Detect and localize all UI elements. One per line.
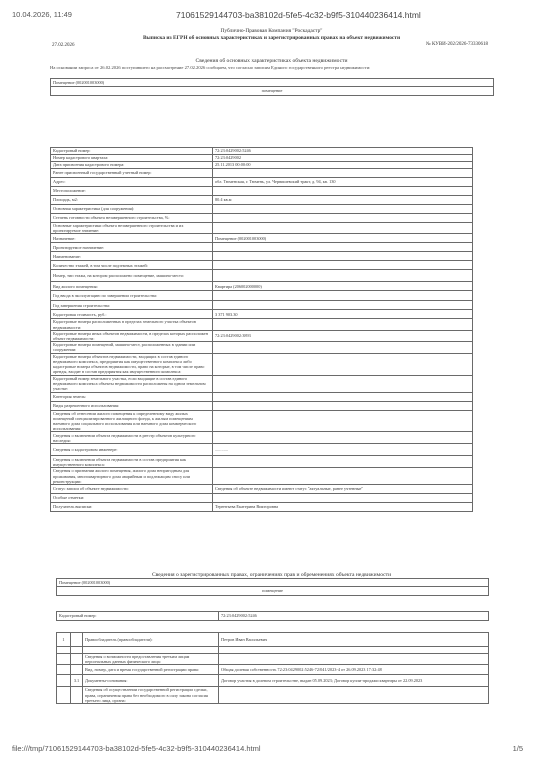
characteristic-row [51,468,473,485]
print-page-number: 1/5 [512,744,523,753]
characteristic-value [213,392,473,401]
rights-label: Правообладатель (правообладатели): [83,633,219,647]
characteristic-label: Номер кадастрового квартала: [51,155,213,162]
company-name: Публично-Правовая Компания "Роскадастр" [220,28,323,34]
characteristic-label: Сведения о включении объекта недвижимости в состав предприятия как имущественного комплекса: [51,456,213,468]
characteristic-row [51,261,473,270]
characteristic-label: Кадастровые номера иных объектов недвижимости, в пределах которых расположен объект недвижимости: [51,330,213,341]
section2-type-table [56,578,489,596]
rights-num [57,654,71,665]
characteristic-value: ............ [213,444,473,456]
characteristic-value [213,432,473,444]
characteristic-value: 72:23:0429002:3893 [213,330,473,341]
characteristic-label: Особые отметки: [51,494,213,503]
characteristic-value [213,342,473,353]
characteristic-label: Степень готовности объекта незавершенного строительства, %: [51,214,213,223]
section2-title: Сведения о зарегистрированных правах, ограничениях прав и обременениях объекта недвижимости [151,572,392,578]
characteristic-row [51,342,473,353]
rights-sub [71,647,83,654]
characteristic-row [51,252,473,261]
characteristic-value [213,252,473,261]
characteristic-label: Дата присвоения кадастрового номера: [51,162,213,169]
characteristic-value: 3 371 903.30 [213,310,473,319]
characteristic-label: Количество этажей, в том числе подземных этажей: [51,261,213,270]
characteristic-label: Наименование: [51,252,213,261]
rights-cad-value: 72:23:0429002:5246 [219,612,489,621]
characteristic-label: Кадастровые номера помещений, машино-мест, расположенных в здании или сооружении: [51,342,213,353]
section2-cad-table [56,611,489,621]
characteristic-value: Квартира (206002000000) [213,282,473,291]
characteristic-row [51,392,473,401]
object-subtype: помещение [51,87,494,96]
document-number: № КУВИ-202/2026-73330618 [426,42,488,47]
characteristic-row [51,148,473,155]
rights-row [57,633,489,647]
rights-row [57,654,489,665]
rights-row [57,675,489,687]
characteristic-value: обл. Тюменская, г. Тюмень, ул. Червишевский тракт, д. 94, кв. 130 [213,178,473,187]
characteristic-value [213,214,473,223]
characteristic-label: Назначение: [51,234,213,243]
characteristic-value [213,243,473,252]
characteristic-row [51,155,473,162]
characteristic-label: Площадь, м2: [51,196,213,205]
characteristic-row [51,169,473,178]
print-document-name: 71061529144703-ba38102d-5fe5-4c32-b9f5-310440236414.html [176,10,421,20]
characteristic-label: Кадастровые номера расположенных в пределах земельного участка объектов недвижимости: [51,319,213,330]
rights-table [56,632,489,704]
characteristic-label: Кадастровый номер: [51,148,213,155]
characteristic-row [51,243,473,252]
rights-value [219,647,489,654]
rights-label: Документы-основания: [83,675,219,687]
rights-sub [71,665,83,675]
rights-num [57,675,71,687]
rights-num [57,665,71,675]
characteristic-value [213,301,473,310]
rights-row [57,647,489,654]
characteristic-label: Сведения об отнесении жилого помещения к определенному виду жилых помещений специализированного жилищного фонда, к жилым помещениям наемного дома социального использования или наемного дома коммерческого использования: [51,410,213,432]
characteristic-value [213,468,473,485]
print-header [12,10,531,22]
characteristic-row [51,310,473,319]
characteristic-row [51,410,473,432]
characteristic-row [51,330,473,341]
characteristic-row [51,234,473,243]
rights-num: 1 [57,633,71,647]
section1-type-table [50,78,494,96]
characteristic-row [51,214,473,223]
print-file-path: file:///tmp/71061529144703-ba38102d-5fe5-4c32-b9f5-310440236414.html [12,744,261,753]
characteristic-value: 72:23:0429002 [213,155,473,162]
rights-object-subtype: помещение [57,587,489,596]
characteristic-label: Сведения о включении объекта недвижимости в реестр объектов культурного наследия: [51,432,213,444]
rights-sub [71,687,83,704]
characteristic-label: Статус записи об объекте недвижимости: [51,485,213,494]
print-footer [12,744,523,756]
rights-label [83,647,219,654]
rights-sub: 3.1 [71,675,83,687]
characteristic-label: Ранее присвоенный государственный учетный номер: [51,169,213,178]
rights-num [57,647,71,654]
rights-row [57,687,489,704]
characteristic-row [51,223,473,234]
rights-sub [71,654,83,665]
characteristic-value [213,169,473,178]
rights-value [219,654,489,665]
characteristic-row [51,444,473,456]
characteristic-value [213,291,473,301]
characteristic-row [51,187,473,196]
characteristic-row [51,432,473,444]
characteristic-label: Сведения о кадастровом инженере: [51,444,213,456]
characteristic-value [213,375,473,392]
characteristic-row [51,205,473,214]
rights-value: Договор участия в долевом строительстве, выдан 05.09.2023; Договор купли-продажи квартиры от 22.09.2023 [219,675,489,687]
characteristic-row [51,456,473,468]
characteristic-label: Кадастровая стоимость, руб.: [51,310,213,319]
characteristic-label: Получатель выписки: [51,503,213,512]
characteristic-row [51,196,473,205]
characteristic-row [51,270,473,282]
document-title: Выписка из ЕГРН об основных характеристиках и зарегистрированных правах на объект недвижимости [142,35,401,41]
rights-cad-label: Кадастровый номер: [57,612,219,621]
characteristic-label: Год ввода в эксплуатацию по завершении строительства: [51,291,213,301]
characteristic-row [51,375,473,392]
characteristic-row [51,178,473,187]
characteristic-row [51,494,473,503]
characteristic-value [213,270,473,282]
section1-title: Сведения об основных характеристиках объекта недвижимости [195,58,348,64]
characteristic-label: Основная характеристика (для сооружения): [51,205,213,214]
characteristic-label: Номер, тип этажа, на котором расположено помещение, машино-место: [51,270,213,282]
characteristic-value [213,319,473,330]
document-date: 27.02.2026 [52,43,75,48]
characteristic-value: Терентьева Екатерина Викторовна [213,503,473,512]
characteristic-value [213,187,473,196]
rights-object-type: Помещение (002001003000) [57,579,489,587]
characteristic-value: 80.4 кв.м [213,196,473,205]
characteristic-value: Сведения об объекте недвижимости имеют статус "актуальные, ранее учтенные" [213,485,473,494]
object-type: Помещение (002001003000) [51,79,494,87]
characteristic-label: Местоположение: [51,187,213,196]
characteristic-row [51,162,473,169]
rights-num [57,687,71,704]
characteristic-label: Адрес: [51,178,213,187]
characteristic-value [213,205,473,214]
characteristic-value [213,223,473,234]
section1-intro: На основании запроса от 26.02.2026 поступившего на рассмотрение 27.02.2026 сообщаем, что согласно записям Единого государственного реестра недвижимости: [50,65,371,70]
characteristic-label: Основные характеристики объекта незавершенного строительства и их проектируемое значение: [51,223,213,234]
rights-label: Сведения о возможности предоставления третьим лицам персональных данных физического лица: [83,654,219,665]
characteristic-value: 25.11.2013 00:00:00 [213,162,473,169]
characteristic-label: Кадастровые номера объектов недвижимости, входящих в состав единого недвижимого комплекса, предприятия как имущественного комплекса либо кадастровые номера объектов недвижимости, право на которые, в том числе право аренды, входит в состав предприятия как имущественного комплекса: [51,353,213,375]
rights-label: Вид, номер, дата и время государственной регистрации права: [83,665,219,675]
characteristic-row [51,291,473,301]
rights-value: Общая долевая собственность 72:23:0429002:5246-72/041/2023-4 от 26.09.2023 17:32:48 [219,665,489,675]
characteristic-value [213,353,473,375]
characteristic-row [51,503,473,512]
characteristic-row [51,301,473,310]
rights-row [57,665,489,675]
characteristic-label: Категория земель: [51,392,213,401]
characteristic-value: Помещение (002001003000) [213,234,473,243]
rights-sub [71,633,83,647]
characteristic-label: Кадастровый номер земельного участка, если входящие в состав единого недвижимого комплекса объекты недвижимости расположены на одном земельном участке: [51,375,213,392]
characteristics-table [50,147,473,512]
characteristic-value [213,410,473,432]
rights-value [219,687,489,704]
characteristic-row [51,485,473,494]
characteristic-value [213,494,473,503]
characteristic-value [213,261,473,270]
rights-value: Петров Иван Васильевич [219,633,489,647]
characteristic-label: Вид жилого помещения: [51,282,213,291]
rights-label: Сведения об осуществлении государственной регистрации сделки, права, ограничения права без необходимого в силу закона согласия третьего лица, органа: [83,687,219,704]
characteristic-value: 72:23:0429002:5246 [213,148,473,155]
characteristic-row [51,282,473,291]
characteristic-label: Виды разрешенного использования: [51,401,213,410]
characteristic-label: Проектируемое назначение: [51,243,213,252]
print-datetime: 10.04.2026, 11:49 [12,10,72,19]
characteristic-label: Год завершения строительства: [51,301,213,310]
characteristic-row [51,353,473,375]
characteristic-label: Сведения о признании жилого помещения, жилого дома непригодным для проживания, многоквартирного дома аварийным и подлежащим сносу или реконструкции: [51,468,213,485]
characteristic-value [213,401,473,410]
characteristic-value [213,456,473,468]
characteristic-row [51,401,473,410]
characteristic-row [51,319,473,330]
